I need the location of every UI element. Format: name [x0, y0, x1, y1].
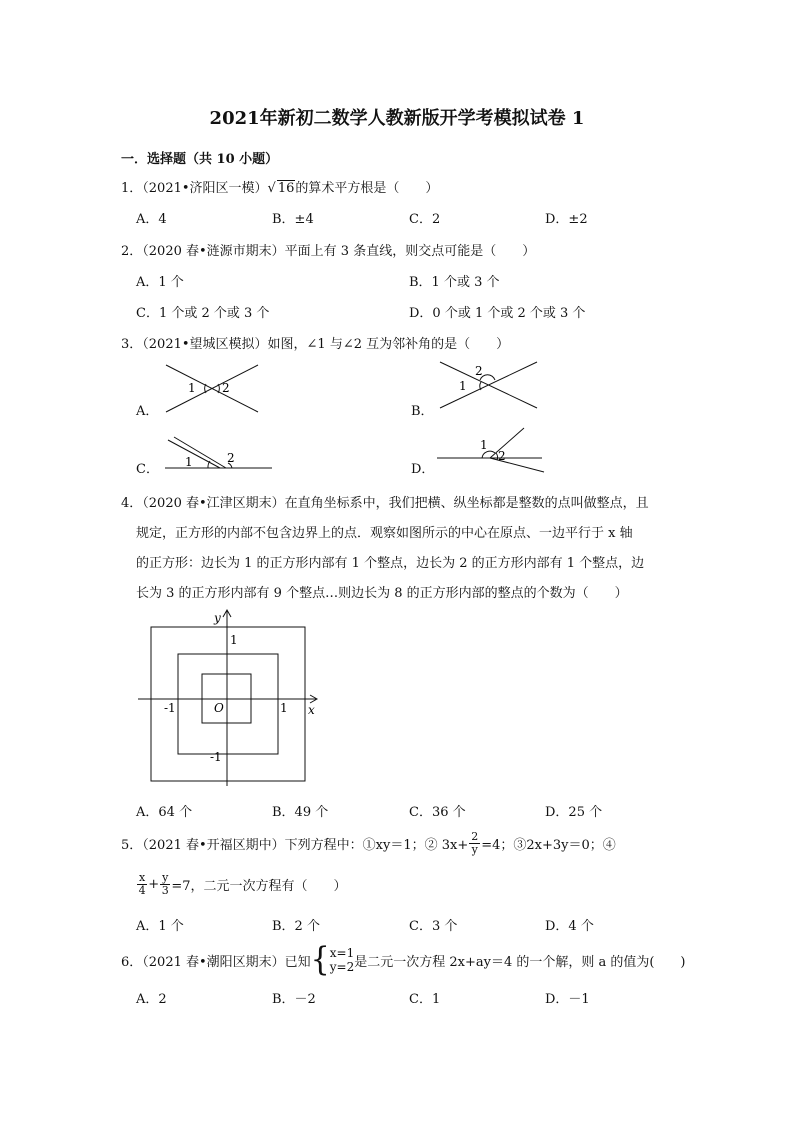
q3-option-a[interactable]: A． [136, 404, 159, 419]
q5-stem-a: 5．（2021 春•开福区期中）下列方程中：①xy＝1；② 3x+ [121, 838, 469, 853]
q4-option-b[interactable]: B．49 个 [272, 805, 329, 820]
angle-label-1: 1 [459, 379, 467, 393]
q6-option-c[interactable]: C．1 [409, 992, 441, 1007]
angle-label-1: 1 [188, 381, 196, 395]
q3-figure-d [432, 424, 547, 474]
numerator: 2 [471, 830, 479, 843]
tick-label-y-1: 1 [230, 633, 238, 647]
q5-stem-c: =7，二元一次方程有（ ） [171, 879, 347, 894]
question-2: 2．（2020 春•涟源市期末）平面上有 3 条直线，则交点可能是（ ） [121, 244, 536, 259]
q6-option-b[interactable]: B．－2 [272, 992, 316, 1007]
section-heading: 一．选择题（共 10 小题） [121, 152, 279, 167]
q1-radicand: 16 [277, 181, 295, 196]
q2-option-a[interactable]: A．1 个 [136, 275, 184, 290]
q1-option-b[interactable]: B．±4 [272, 212, 314, 227]
q4-option-a[interactable]: A．64 个 [136, 805, 193, 820]
question-5-line-1 [121, 831, 616, 856]
system-line-1: x=1 [329, 946, 355, 960]
q1-option-c[interactable]: C．2 [409, 212, 441, 227]
q5-option-a[interactable]: A．1 个 [136, 919, 184, 934]
q4-option-c[interactable]: C．36 个 [409, 805, 466, 820]
question-4-line-2: 规定，正方形的内部不包含边界上的点．观察如图所示的中心在原点、一边平行于 x 轴 [136, 526, 633, 541]
q3-option-b[interactable]: B． [411, 404, 434, 419]
fraction [160, 872, 170, 897]
q5-option-b[interactable]: B．2 个 [272, 919, 320, 934]
numerator: x [139, 871, 146, 884]
paper-title: 2021年新初二数学人教新版开学考模拟试卷 1 [209, 108, 585, 129]
angle-label-2: 2 [475, 364, 483, 378]
question-1 [121, 177, 438, 196]
q4-option-d[interactable]: D．25 个 [545, 805, 603, 820]
plus-sign: + [148, 877, 160, 892]
angle-label-2: 2 [498, 449, 506, 463]
middle-square [178, 654, 278, 754]
angle-arc [482, 451, 495, 458]
angle-label-2: 2 [222, 381, 230, 395]
angle-label-1: 1 [185, 455, 193, 469]
line [174, 437, 226, 468]
equation-system [310, 940, 355, 979]
q6-stem-prefix: 6．（2021 春•潮阳区期末）已知 [121, 954, 311, 970]
q3-option-c[interactable]: C． [136, 462, 159, 477]
q6-option-a[interactable]: A．2 [136, 992, 167, 1007]
q3-figure-b [435, 358, 545, 413]
q4-coordinate-figure [130, 606, 330, 790]
question-4-line-4: 长为 3 的正方形内部有 9 个整点…则边长为 8 的正方形内部的整点的个数为（ ） [136, 586, 628, 601]
question-4-line-3: 的正方形：边长为 1 的正方形内部有 1 个整点，边长为 2 的正方形内部有 1 个整点，边 [136, 556, 645, 571]
q6-option-d[interactable]: D．－1 [545, 992, 590, 1007]
question-3: 3．（2021•望城区模拟）如图，∠1 与∠2 互为邻补角的是（ ） [121, 337, 510, 352]
left-brace: { [310, 940, 330, 979]
q3-option-d[interactable]: D． [411, 462, 435, 477]
x-axis-label: x [308, 703, 315, 717]
q2-option-d[interactable]: D．0 个或 1 个或 2 个或 3 个 [409, 306, 586, 321]
question-4-line-1: 4．（2020 春•江津区期末）在直角坐标系中，我们把横、纵坐标都是整数的点叫做整点，且 [121, 496, 649, 511]
denominator: y [471, 843, 478, 856]
q2-option-b[interactable]: B．1 个或 3 个 [409, 275, 500, 290]
tick-label-y-neg1: -1 [210, 750, 222, 764]
angle-arc [480, 382, 481, 390]
q3-figure-c [160, 434, 275, 474]
q6-stem-suffix: 是二元一次方程 2x+ay＝4 的一个解，则 a 的值为( ) [354, 954, 686, 970]
q5-stem-b: =4；③2x+3y＝0；④ [481, 838, 616, 853]
fraction [137, 872, 147, 897]
q2-option-c[interactable]: C．1 个或 2 个或 3 个 [136, 306, 270, 321]
question-6 [121, 940, 686, 979]
tick-label-x-1: 1 [280, 701, 288, 715]
q5-option-c[interactable]: C．3 个 [409, 919, 458, 934]
system-line-2: y=2 [329, 960, 355, 974]
ray [490, 428, 524, 458]
q5-option-d[interactable]: D．4 个 [545, 919, 594, 934]
angle-label-1: 1 [480, 438, 488, 452]
system-lines [330, 946, 354, 974]
sqrt-sign: √ [267, 181, 276, 196]
tick-label-x-neg1: -1 [164, 701, 176, 715]
q1-stem-suffix: 的算术平方根是（ ） [295, 181, 439, 196]
line [168, 440, 220, 468]
q3-figure-a [158, 360, 268, 415]
denominator: 4 [138, 884, 146, 897]
origin-label: O [214, 701, 224, 715]
denominator: 3 [161, 884, 169, 897]
fraction [469, 831, 480, 856]
q1-stem-prefix: 1．（2021•济阳区一模） [121, 181, 268, 196]
y-axis-label: y [214, 611, 221, 625]
q1-option-d[interactable]: D．±2 [545, 212, 588, 227]
angle-label-2: 2 [227, 451, 235, 465]
q1-option-a[interactable]: A．4 [136, 212, 167, 227]
numerator: y [162, 871, 169, 884]
question-5-line-2 [136, 872, 347, 897]
